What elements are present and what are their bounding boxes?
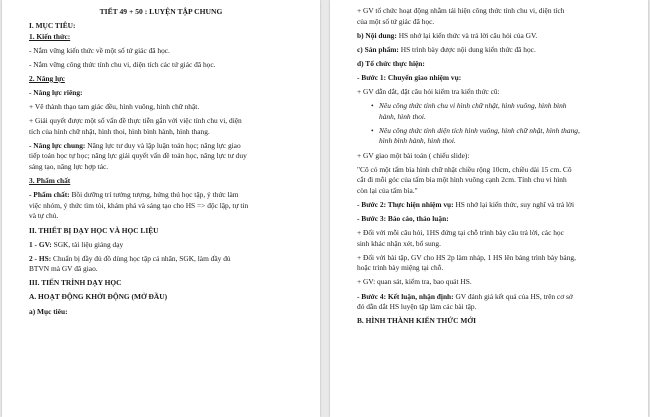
- general-competence-label: - Năng lực chung:: [29, 140, 86, 150]
- section-equipment: II. THIẾT BỊ DẠY HỌC VÀ HỌC LIỆU: [29, 225, 159, 235]
- section-warmup: A. HOẠT ĐỘNG KHỞI ĐỘNG (MỞ ĐẦU): [29, 292, 168, 302]
- qualities-line-2: việc nhóm, ý thức tìm tòi, khám phá và sáng tạo cho HS => độc lập, tự tin: [29, 200, 249, 210]
- qualities-line-3: và tự chủ.: [29, 211, 59, 221]
- specific-competence-label: - Năng lực riêng:: [29, 87, 83, 97]
- goal-line-2: của một số tứ giác đã học.: [357, 16, 435, 26]
- goal-line-1: + GV tổ chức hoạt động nhằm tái hiện công thức tính chu vi, diện tích: [357, 6, 565, 15]
- question-1-line-1: • Nêu công thức tính chu vi hình chữ nhật, hình vuông, hình bình: [357, 101, 621, 112]
- specific-competence-2a: + Giải quyết được một số vấn đề thực tiễn gắn với việc tính chu vi, diện: [29, 116, 242, 126]
- step-2-text: HS nhớ lại kiến thức, suy nghĩ và trả lời: [453, 199, 575, 209]
- document-page-left: [2, 0, 320, 417]
- general-competence-line-2: tiếp toán học tự học; năng lực giải quyết vấn đề toán học, năng lực tư duy: [29, 151, 247, 161]
- content-text: HS nhớ lại kiến thức và trả lời câu hỏi của GV.: [396, 30, 538, 40]
- page-right-content: [357, 6, 621, 327]
- step-3-item-1b: sinh khác nhận xét, bổ sung.: [357, 238, 441, 248]
- heading-competence: 2. Năng lực: [29, 73, 65, 83]
- heading-goal: a) Mục tiêu:: [29, 306, 68, 316]
- problem-line-1: "Cô có một tấm bìa hình chữ nhật chiều rộng 10cm, chiều dài 15 cm. Cô: [357, 164, 572, 174]
- section-process: III. TIẾN TRÌNH DẠY HỌC: [29, 278, 122, 288]
- problem-line-2: cắt đi mỗi góc của tấm bìa một hình vuông cạnh 2cm. Tính chu vi hình: [357, 175, 567, 185]
- page-left-content: [29, 6, 293, 317]
- problem-line-3: còn lại của tấm bìa.": [357, 185, 418, 195]
- equipment-student-line-1: [29, 254, 293, 265]
- qualities-text: Bồi dưỡng trí tưởng tượng, hứng thú học tập, ý thức làm: [69, 190, 239, 200]
- step-3-heading: - Bước 3: Báo cáo, thảo luận:: [357, 214, 449, 223]
- step-4-label: - Bước 4: Kết luận, nhận định:: [357, 291, 454, 301]
- step-4-text: GV đánh giá kết quả của HS, trên cơ sở: [453, 291, 573, 301]
- step-4-line-1: [357, 292, 621, 303]
- knowledge-line-1: - Nắm vững kiến thức về một số tứ giác đã học.: [29, 45, 170, 55]
- teacher-question-intro: + GV dẫn dắt, đặt câu hỏi kiểm tra kiến thức cũ:: [357, 87, 500, 97]
- step-2-label: - Bước 2: Thực hiện nhiệm vụ:: [357, 199, 454, 209]
- section-new-knowledge: B. HÌNH THÀNH KIẾN THỨC MỚI: [357, 316, 476, 326]
- content-label: b) Nội dung:: [357, 30, 397, 40]
- step-2-line: [357, 200, 621, 211]
- equipment-teacher: [29, 240, 293, 251]
- specific-competence-2b: tích của hình chữ nhật, hình thoi, hình bình hành, hình thang.: [29, 126, 210, 136]
- equipment-teacher-text: SGK, tài liệu giảng dạy: [51, 239, 124, 249]
- heading-knowledge: 1. Kiến thức:: [29, 31, 71, 41]
- knowledge-line-2: - Nắm vững công thức tính chu vi, diện tích các tứ giác đã học.: [29, 59, 216, 69]
- heading-qualities: 3. Phẩm chất: [29, 176, 71, 186]
- qualities-label: - Phẩm chất:: [29, 190, 70, 200]
- general-competence-text: Năng lực tư duy và lập luận toán học; năng lực giao: [85, 140, 241, 150]
- lesson-title: TIẾT 49 + 50 : LUYỆN TẬP CHUNG: [99, 7, 223, 16]
- question-2-line-2: hình bình hành, hình thoi.: [379, 136, 456, 146]
- general-competence-line-1: [29, 141, 293, 152]
- content-line: [357, 31, 621, 42]
- section-objectives: I. MỤC TIÊU:: [29, 21, 76, 30]
- qualities-line-1: [29, 190, 293, 201]
- equipment-student-text: Chuẩn bị đầy đủ đồ dùng học tập cá nhân, SGK, làm đầy đủ: [51, 253, 231, 263]
- general-competence-line-3: sáng tạo, năng lực hợp tác.: [29, 162, 109, 172]
- step-3-item-1a: + Đối với mỗi câu hỏi, 1HS đứng tại chỗ trình bày câu trả lời, các học: [357, 228, 564, 238]
- teacher-problem-intro: + GV giao một bài toán ( chiếu slide):: [357, 150, 470, 160]
- product-line: [357, 45, 621, 56]
- equipment-student-line-2: BTVN mà GV đã giao.: [29, 264, 98, 274]
- equipment-teacher-label: 1 - GV:: [29, 239, 52, 249]
- question-2-line-1: • Nêu công thức tính diện tích hình vuông, hình chữ nhật, hình thang,: [357, 126, 621, 137]
- step-3-item-3: + GV: quan sát, kiểm tra, bao quát HS.: [357, 277, 472, 287]
- product-text: HS trình bày được nội dung kiến thức đã học.: [398, 44, 536, 54]
- heading-organization: d) Tổ chức thực hiện:: [357, 58, 425, 68]
- step-3-item-2b: hoặc trình bày miệng tại chỗ.: [357, 263, 444, 273]
- product-label: c) Sản phẩm:: [357, 44, 399, 54]
- question-1-line-2: hành, hình thoi.: [379, 111, 426, 121]
- document-page-right: [330, 0, 648, 417]
- step-4-line-2: đó dẫn dắt HS luyện tập làm các bài tập.: [357, 302, 477, 312]
- step-1-heading: - Bước 1: Chuyển giao nhiệm vụ:: [357, 72, 462, 82]
- specific-competence-1: + Vẽ thành thạo tam giác đều, hình vuông, hình chữ nhật.: [29, 102, 200, 112]
- step-3-item-2a: + Đối với bài tập, GV cho HS 2p làm nháp, 1 HS lên bảng trình bày bảng,: [357, 252, 576, 262]
- equipment-student-label: 2 - HS:: [29, 253, 52, 263]
